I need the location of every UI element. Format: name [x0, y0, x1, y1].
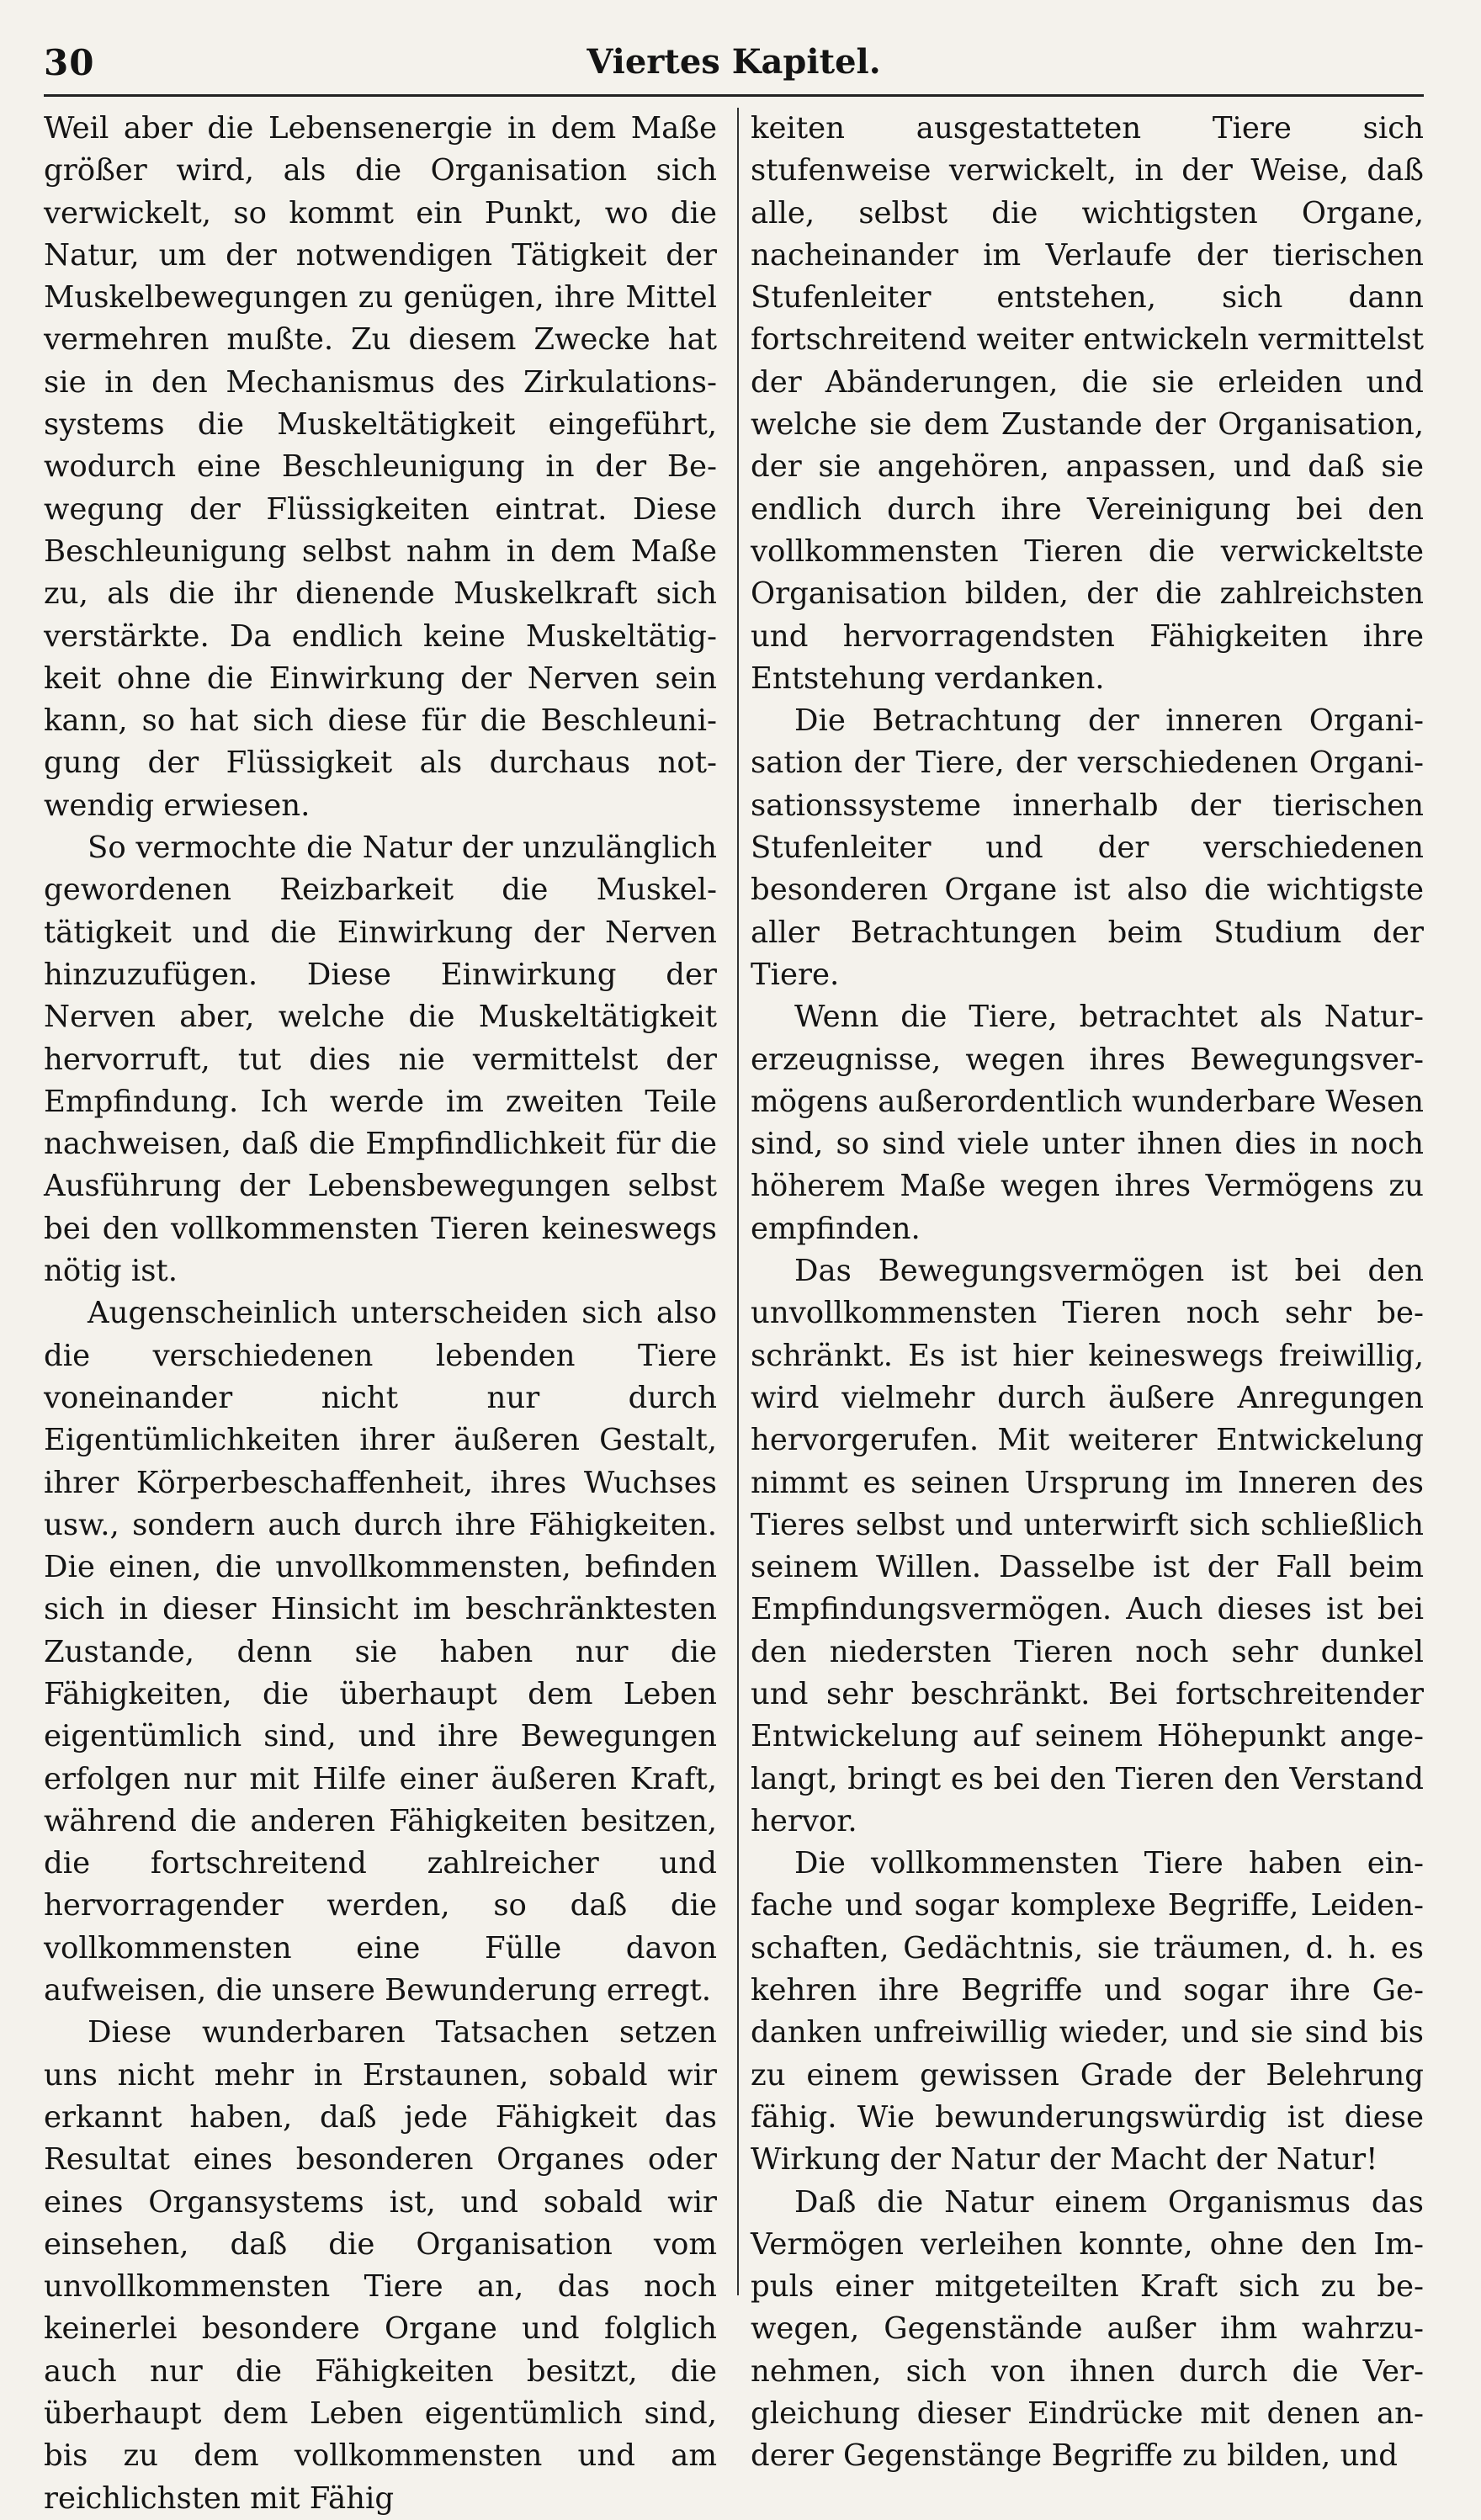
header-rule	[44, 94, 1424, 97]
left-column	[44, 108, 717, 2516]
right-column	[751, 108, 1424, 2474]
running-title: Viertes Kapitel.	[587, 42, 881, 82]
paragraph: Die Betrachtung der inneren Organisation der Tiere, der verschiedenen Organisationssysteme innerhalb der tierischen Stufenleiter und der verschiedenen besonderen Organe ist also die wichtigste aller Betrachtungen beim Studium der Tiere.	[751, 703, 1424, 992]
text-columns	[44, 108, 1424, 2516]
paragraph: Das Bewegungsvermögen ist bei den unvollkommensten Tieren noch sehr beschränkt. Es ist hier keineswegs freiwillig, wird vielmehr durch äußere Anregungen hervorgerufen. Mit weiterer Entwickelung nimmt es seinen Ursprung im Inneren des Tieres selbst und unterwirft sich schließlich seinem Willen. Dasselbe ist der Fall beim Empfindungsvermögen. Auch dieses ist bei den niedersten Tieren noch sehr dunkel und sehr beschränkt. Bei fortschreitender Entwickelung auf seinem Höhepunkt angelangt, bringt es bei den Tieren den Verstand hervor.	[751, 1254, 1424, 1838]
page-number: 30	[44, 42, 95, 83]
paragraph: So vermochte die Natur der unzulänglich gewordenen Reizbarkeit die Muskeltätigkeit und die Einwirkung der Nerven hinzuzufügen. Diese Einwirkung der Nerven aber, welche die Muskeltätigkeit hervorruft, tut dies nie vermittelst der Empfindung. Ich werde im zweiten Teile nachweisen, daß die Empfindlichkeit für die Ausführung der Lebensbewegungen selbst bei den vollkommensten Tieren keineswegs nötig ist.	[44, 830, 717, 1289]
paragraph: Die vollkommensten Tiere haben einfache und sogar komplexe Begriffe, Leidenschaften, Gedächtnis, sie träumen, d. h. es kehren ihre Begriffe und sogar ihre Gedanken unfreiwillig wieder, und sie sind bis zu einem gewissen Grade der Belehrung fähig. Wie bewunderungswürdig ist diese Wirkung der Natur der Macht der Natur!	[751, 1846, 1424, 2178]
page-header	[44, 37, 1424, 88]
paragraph: keiten ausgestatteten Tiere sich stufenweise verwickelt, in der Weise, daß alle, selbst die wichtigsten Organe, nacheinander im Verlaufe der tierischen Stufenleiter entstehen, sich dann fortschreitend weiter entwickeln vermittelst der Abänderungen, die sie erleiden und welche sie dem Zustande der Organisation, der sie angehören, anpassen, und daß sie endlich durch ihre Vereinigung bei den vollkommensten Tieren die verwickeltste Organisation bilden, der die zahlreichsten und hervorragendsten Fähigkeiten ihre Entstehung verdanken.	[751, 111, 1424, 696]
paragraph: Augenscheinlich unterscheiden sich also die verschiedenen lebenden Tiere voneinander nicht nur durch Eigentümlichkeiten ihrer äußeren Gestalt, ihrer Körperbeschaffenheit, ihres Wuchses usw., sondern auch durch ihre Fähigkeiten. Die einen, die unvollkommensten, befinden sich in dieser Hinsicht im beschränktesten Zustande, denn sie haben nur die Fähigkeiten, die überhaupt dem Leben eigentümlich sind, und ihre Bewegungen erfolgen nur mit Hilfe einer äußeren Kraft, während die anderen Fähigkeiten besitzen, die fortschreitend zahlreicher und hervorragender werden, so daß die vollkommensten eine Fülle davon aufweisen, die unsere Bewunderung erregt.	[44, 1296, 717, 2008]
paragraph: Wenn die Tiere, betrachtet als Naturerzeugnisse, wegen ihres Bewegungsvermögens außerordentlich wunderbare Wesen sind, so sind viele unter ihnen dies in noch höherem Maße wegen ihres Vermögens zu empfinden.	[751, 1000, 1424, 1246]
paragraph: Daß die Natur einem Organismus das Vermögen verleihen konnte, ohne den Impuls einer mitgeteilten Kraft sich zu bewegen, Gegenstände außer ihm wahrzunehmen, sich von ihnen durch die Vergleichung dieser Eindrücke mit denen anderer Gegenstänge Begriffe zu bilden, und	[751, 2184, 1424, 2474]
paragraph: Weil aber die Lebensenergie in dem Maße größer wird, als die Organisation sich verwickelt, so kommt ein Punkt, wo die Natur, um der notwendigen Tätigkeit der Muskelbewegungen zu genügen, ihre Mittel vermehren mußte. Zu diesem Zwecke hat sie in den Mechanismus des Zirkulationssystems die Muskeltätigkeit eingeführt, wodurch eine Beschleunigung in der Bewegung der Flüssigkeiten eintrat. Diese Beschleunigung selbst nahm in dem Maße zu, als die ihr dienende Muskelkraft sich verstärkte. Da endlich keine Muskeltätigkeit ohne die Einwirkung der Nerven sein kann, so hat sich diese für die Beschleunigung der Flüssigkeit als durchaus notwendig erwiesen.	[44, 111, 717, 823]
paragraph: Diese wunderbaren Tatsachen setzen uns nicht mehr in Erstaunen, sobald wir erkannt haben, daß jede Fähigkeit das Resultat eines besonderen Organes oder eines Organsystems ist, und sobald wir einsehen, daß die Organisation vom unvollkommensten Tiere an, das noch keinerlei besondere Organe und folglich auch nur die Fähigkeiten besitzt, die überhaupt dem Leben eigentümlich sind, bis zu dem vollkommensten und am reichlichsten mit Fähig	[44, 2015, 717, 2516]
